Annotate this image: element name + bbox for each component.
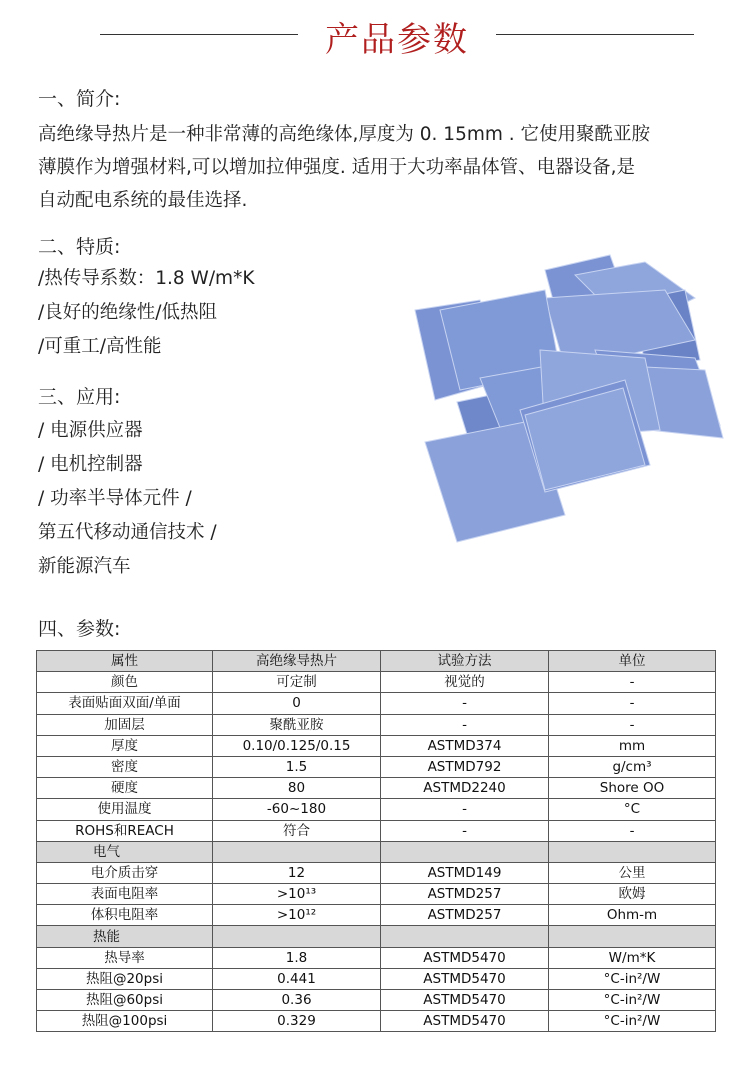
header-cell: 属性: [37, 651, 213, 672]
header-cell: 高绝缘导热片: [213, 651, 381, 672]
table-cell: 0.329: [213, 1011, 381, 1032]
table-cell: 欧姆: [549, 884, 716, 905]
table-cell: 体积电阻率: [37, 905, 213, 926]
table-cell: >10¹²: [213, 905, 381, 926]
table-row: [37, 799, 716, 820]
table-cell: 密度: [37, 756, 213, 777]
section-applications-heading: 三、应用:: [38, 386, 121, 408]
intro-paragraph: [38, 118, 718, 217]
table-cell: ROHS和REACH: [37, 820, 213, 841]
header-cell: 单位: [549, 651, 716, 672]
table-cell: 热阻@100psi: [37, 1011, 213, 1032]
table-cell: 电介质击穿: [37, 862, 213, 883]
table-cell: ASTMD5470: [381, 1011, 549, 1032]
group-row-thermal: [37, 926, 716, 947]
table-cell: °C-in²/W: [549, 990, 716, 1011]
section-params-heading: 四、参数:: [38, 618, 121, 640]
table-cell: ASTMD2240: [381, 778, 549, 799]
table-row: [37, 820, 716, 841]
table-cell: 0.10/0.125/0.15: [213, 735, 381, 756]
table-cell: -60~180: [213, 799, 381, 820]
table-cell: ASTMD257: [381, 884, 549, 905]
table-cell: ASTMD257: [381, 905, 549, 926]
table-row: [37, 735, 716, 756]
table-cell: 可定制: [213, 672, 381, 693]
table-cell: W/m*K: [549, 947, 716, 968]
table-cell: -: [549, 714, 716, 735]
feature-item: /良好的绝缘性/低热阻: [38, 302, 217, 323]
title-row: [0, 8, 750, 60]
section-features-heading: 二、特质:: [38, 236, 121, 258]
table-row: [37, 756, 716, 777]
table-cell: -: [549, 672, 716, 693]
feature-item: /可重工/高性能: [38, 336, 162, 357]
pad-stack: [415, 255, 723, 542]
table-row: [37, 693, 716, 714]
thermal-pads-photo: [395, 250, 730, 550]
table-cell: -: [549, 820, 716, 841]
group-row-electrical: [37, 841, 716, 862]
intro-line: 高绝缘导热片是一种非常薄的高绝缘体,厚度为 0. 15mm . 它使用聚酰亚胺: [38, 124, 651, 145]
table-row: [37, 714, 716, 735]
table-cell: 0: [213, 693, 381, 714]
group-label: 热能: [37, 926, 213, 947]
table-cell: -: [549, 693, 716, 714]
table-cell: 12: [213, 862, 381, 883]
table-row: [37, 778, 716, 799]
feature-item: /热传导系数：1.8 W/m*K: [38, 268, 255, 289]
table-cell: mm: [549, 735, 716, 756]
title-divider-left: [100, 34, 298, 35]
page-title: 产品参数: [325, 20, 469, 60]
params-table: [36, 650, 716, 1032]
table-cell: ASTMD149: [381, 862, 549, 883]
table-cell: g/cm³: [549, 756, 716, 777]
applications-list: [38, 414, 217, 584]
table-cell: 1.5: [213, 756, 381, 777]
intro-line: 薄膜作为增强材料,可以增加拉伸强度. 适用于大功率晶体管、电器设备,是: [38, 157, 636, 178]
table-header-row: [37, 651, 716, 672]
table-cell: 使用温度: [37, 799, 213, 820]
table-cell: °C: [549, 799, 716, 820]
application-item: 第五代移动通信技术 /: [38, 522, 217, 543]
table-cell: 80: [213, 778, 381, 799]
table-row: [37, 947, 716, 968]
header-cell: 试验方法: [381, 651, 549, 672]
table-cell: 符合: [213, 820, 381, 841]
table-row: [37, 905, 716, 926]
table-row: [37, 672, 716, 693]
table-cell: ASTMD374: [381, 735, 549, 756]
application-item: / 功率半导体元件 /: [38, 488, 192, 509]
application-item: / 电源供应器: [38, 420, 143, 441]
table-cell: 硬度: [37, 778, 213, 799]
table-cell: 视觉的: [381, 672, 549, 693]
table-cell: 0.36: [213, 990, 381, 1011]
table-cell: °C-in²/W: [549, 968, 716, 989]
table-cell: ASTMD792: [381, 756, 549, 777]
table-cell: °C-in²/W: [549, 1011, 716, 1032]
table-cell: ASTMD5470: [381, 968, 549, 989]
table-cell: 热导率: [37, 947, 213, 968]
table-cell: Ohm-m: [549, 905, 716, 926]
table-cell: -: [381, 820, 549, 841]
application-item: / 电机控制器: [38, 454, 143, 475]
application-item: 新能源汽车: [38, 556, 131, 577]
table-cell: 1.8: [213, 947, 381, 968]
table-cell: 颜色: [37, 672, 213, 693]
table-cell: 热阻@20psi: [37, 968, 213, 989]
table-cell: >10¹³: [213, 884, 381, 905]
table-cell: 厚度: [37, 735, 213, 756]
table-cell: -: [381, 799, 549, 820]
features-list: [38, 262, 254, 364]
table-cell: 0.441: [213, 968, 381, 989]
table-row: [37, 1011, 716, 1032]
table-row: [37, 884, 716, 905]
table-cell: 热阻@60psi: [37, 990, 213, 1011]
table-cell: 加固层: [37, 714, 213, 735]
table-cell: -: [381, 693, 549, 714]
section-intro-heading: 一、简介:: [38, 88, 121, 110]
table-row: [37, 990, 716, 1011]
table-row: [37, 862, 716, 883]
table-row: [37, 968, 716, 989]
intro-line: 自动配电系统的最佳选择.: [38, 190, 248, 211]
table-cell: 表面电阻率: [37, 884, 213, 905]
table-cell: 聚酰亚胺: [213, 714, 381, 735]
group-label: 电气: [37, 841, 213, 862]
table-cell: ASTMD5470: [381, 947, 549, 968]
table-cell: -: [381, 714, 549, 735]
title-divider-right: [496, 34, 694, 35]
table-cell: Shore OO: [549, 778, 716, 799]
table-cell: 表面贴面双面/单面: [37, 693, 213, 714]
table-cell: ASTMD5470: [381, 990, 549, 1011]
table-cell: 公里: [549, 862, 716, 883]
